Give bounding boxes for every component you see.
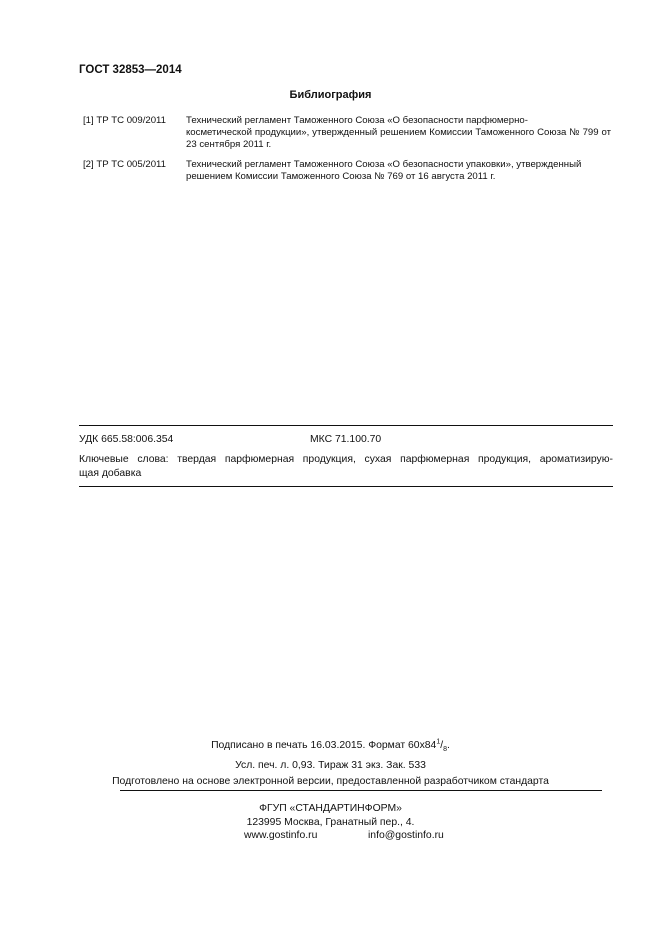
bibliography-entry-number: [2] ТР ТС 005/2011 <box>83 159 167 170</box>
bibliography-entry-line: решением Комиссии Таможенного Союза № 769 от 16 августа 2011 г. <box>186 171 496 182</box>
mks-code: МКС 71.100.70 <box>310 434 382 445</box>
format-subscript: 8 <box>443 746 448 754</box>
divider-bottom <box>79 486 613 487</box>
udk-code: УДК 665.58:006.354 <box>79 434 174 445</box>
bibliography-entry-line: Технический регламент Таможенного Союза «О безопасности упаковки», утвержденный <box>186 159 582 170</box>
bibliography-title: Библиография <box>289 89 372 101</box>
format-superscript: 1 <box>436 738 441 746</box>
keywords-line: щая добавка <box>79 468 142 479</box>
publisher-address: 123995 Москва, Гранатный пер., 4. <box>246 817 415 828</box>
signed-prefix: Подписано в печать 16.03.2015. Формат 60x84 <box>211 740 437 751</box>
bibliography-entry <box>83 115 611 151</box>
bibliography-entry-text <box>186 159 611 183</box>
bibliography-entry-text <box>186 115 611 151</box>
footer-divider <box>120 790 602 791</box>
divider-top <box>79 425 613 426</box>
keywords <box>79 453 613 481</box>
email-link[interactable]: info@gostinfo.ru <box>368 830 444 841</box>
publisher-name: ФГУП «СТАНДАРТИНФОРМ» <box>259 803 402 814</box>
standard-id: ГОСТ 32853—2014 <box>79 64 182 76</box>
signed-suffix: . <box>447 740 450 751</box>
website-link[interactable]: www.gostinfo.ru <box>244 830 318 841</box>
signed-for-print <box>0 738 661 754</box>
format-slash: / <box>440 740 444 751</box>
bibliography-entry-number: [1] ТР ТС 009/2011 <box>83 115 167 126</box>
bibliography-entry-line: Технический регламент Таможенного Союза «О безопасности парфюмерно- <box>186 115 528 126</box>
bibliography-entry-line: косметической продукции», утвержденный решением Комиссии Таможенного Союза № 799 от 23 сентября 2011 г. <box>186 127 611 150</box>
keywords-line: Ключевые слова: твердая парфюмерная продукция, сухая парфюмерная продукция, ароматизирую- <box>79 454 613 465</box>
prepared-note: Подготовлено на основе электронной версии, предоставленной разработчиком стандарта <box>112 776 549 787</box>
print-details: Усл. печ. л. 0,93. Тираж 31 экз. Зак. 533 <box>235 760 426 771</box>
bibliography-entry <box>83 159 611 183</box>
